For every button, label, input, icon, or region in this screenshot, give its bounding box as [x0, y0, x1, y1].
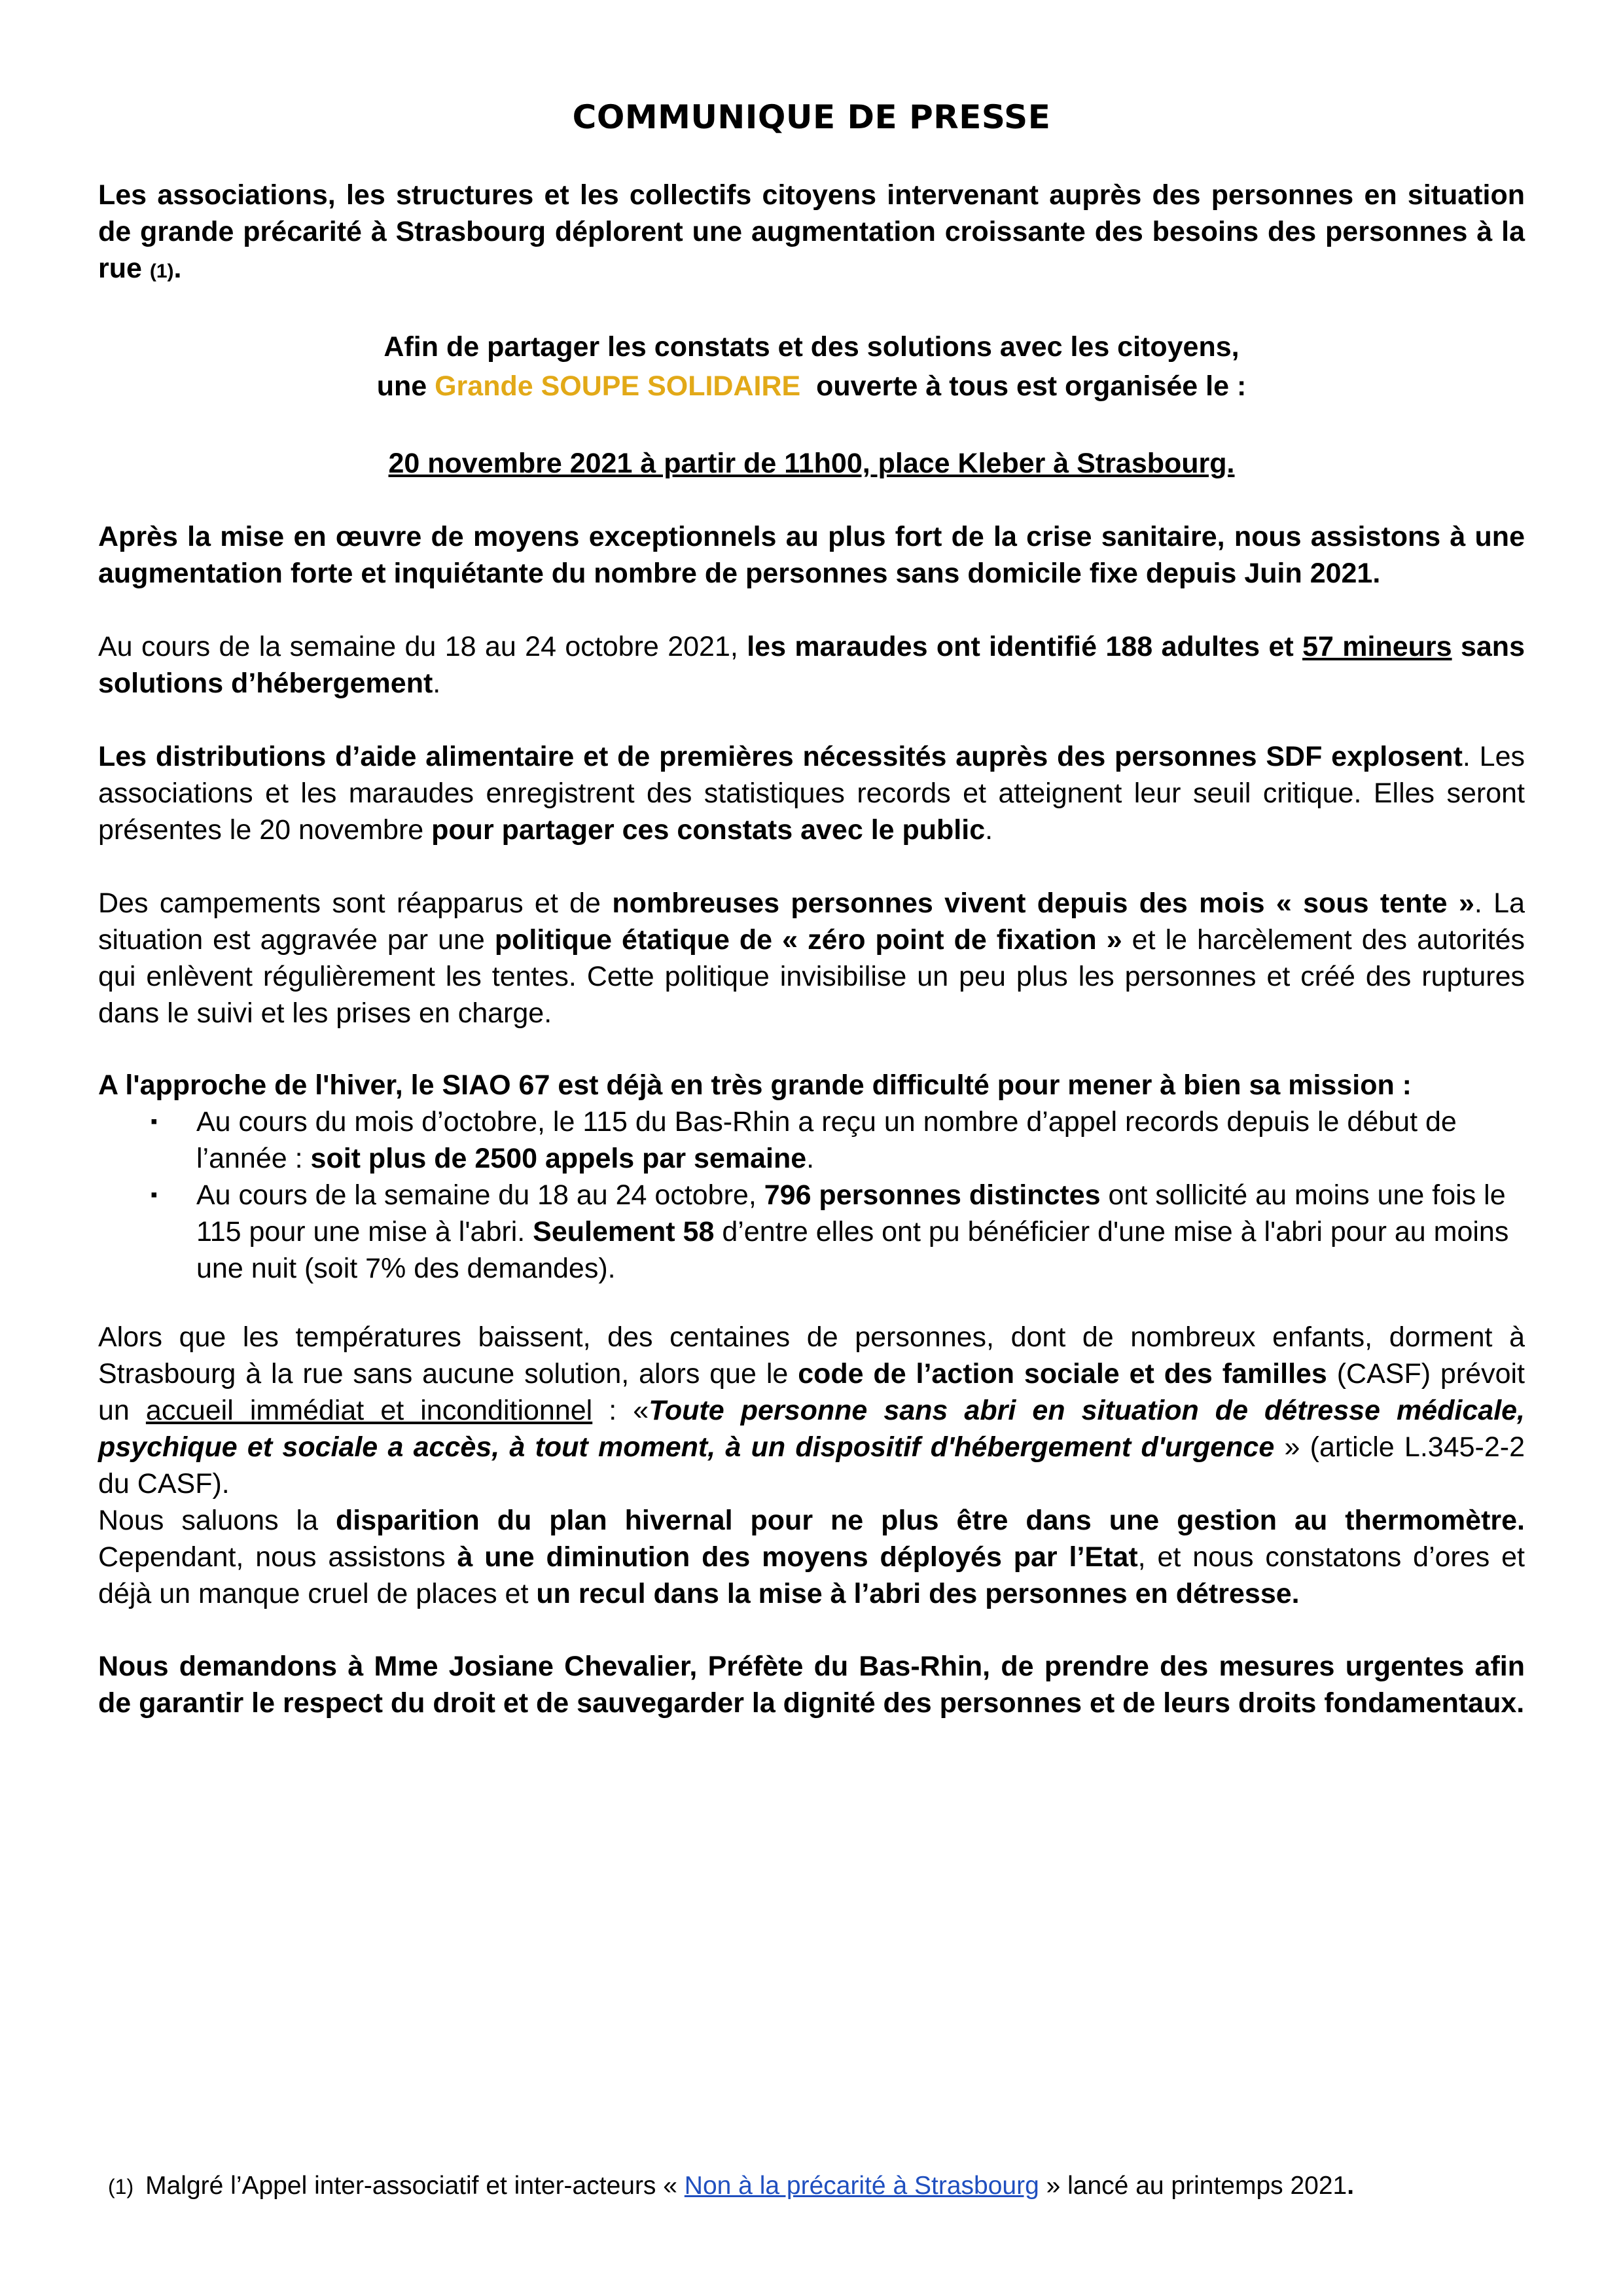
footnote-ref: (1): [149, 260, 174, 282]
bullet2-bold-1: 796 personnes distinctes: [764, 1179, 1101, 1211]
event-date-location: 20 novembre 2021 à partir de 11h00, place Kleber à Strasbourg.: [388, 448, 1235, 479]
bullet2-text-1: Au cours de la semaine du 18 au 24 octobre,: [196, 1179, 764, 1211]
bullet1-end: .: [806, 1143, 815, 1174]
plan-b2: à une diminution des moyens déployés par l’Etat: [457, 1541, 1138, 1573]
temp-t2: (CASF) prévoit un: [98, 1358, 1525, 1426]
temp-t3: : «: [592, 1395, 649, 1426]
temp-b1: code de l’action sociale et des familles: [798, 1358, 1327, 1390]
plan-t2: Cependant, nous assistons: [98, 1541, 457, 1573]
plan-t3: , et nous constatons d’ores et déjà un manque cruel de places et: [98, 1541, 1525, 1609]
invitation-line-1: Afin de partager les constats et des solutions avec les citoyens,: [383, 331, 1240, 363]
event-highlight: Grande SOUPE SOLIDAIRE: [435, 370, 801, 402]
camps-b1: nombreuses personnes vivent depuis des mois « sous tente »: [612, 888, 1474, 919]
winter-plan-paragraph: [98, 1502, 1525, 1612]
plan-b3: un recul dans la mise à l’abri des personnes en détresse.: [536, 1578, 1300, 1609]
square-bullet-icon: ▪: [151, 1184, 158, 1206]
appeal-link[interactable]: Non à la précarité à Strasbourg: [684, 2172, 1039, 2200]
invitation-line-2: [0, 367, 1623, 406]
footnote-text-2: » lancé au printemps 2021: [1039, 2172, 1347, 2200]
winter-bullet-list: [98, 1103, 1525, 1287]
camps-t1: Des campements sont réapparus et de: [98, 888, 613, 919]
crisis-paragraph: Après la mise en œuvre de moyens exceptionnels au plus fort de la crise sanitaire, nous assistons à une augmentation forte et inquiétante du nombre de personnes sans domicile fixe depuis Juin 2021.: [98, 521, 1525, 589]
invitation-block: [0, 327, 1623, 406]
bullet1-bold: soit plus de 2500 appels par semaine: [310, 1143, 807, 1174]
camps-paragraph: [98, 885, 1525, 1031]
temp-t1: Alors que les températures baissent, des centaines de personnes, dont de nombreux enfants, dorment à Strasbourg à la rue sans aucune solution, alors que le: [98, 1321, 1525, 1390]
camps-t3: et le harcèlement des autorités qui enlèvent régulièrement les tentes. Cette politique invisibilise un peu plus les personnes et créé des ruptures dans le suivi et les prises en charge.: [98, 924, 1525, 1029]
bullet2-text-3: d’entre elles ont pu bénéficier d'une mise à l'abri pour au moins une nuit (soit 7% des demandes).: [196, 1216, 1509, 1284]
week-end: .: [433, 668, 441, 699]
temp-t4: » (article L.345-2-2 du CASF).: [98, 1431, 1525, 1499]
distrib-bold-end: pour partager ces constats avec le public: [431, 814, 986, 846]
winter-heading: A l'approche de l'hiver, le SIAO 67 est déjà en très grande difficulté pour mener à bien sa mission :: [98, 1069, 1412, 1101]
week-intro: Au cours de la semaine du 18 au 24 octobre 2021,: [98, 631, 747, 662]
invitation-prefix: une: [376, 370, 435, 402]
camps-b2: politique étatique de « zéro point de fixation »: [494, 924, 1122, 956]
temp-u1: accueil immédiat et inconditionnel: [145, 1395, 593, 1426]
week-stats-paragraph: [98, 628, 1525, 702]
list-item: [98, 1103, 1525, 1177]
intro-paragraph: [98, 177, 1525, 290]
demand-paragraph: Nous demandons à Mme Josiane Chevalier, Préfète du Bas-Rhin, de prendre des mesures urgentes afin de garantir le respect du droit et de sauvegarder la dignité des personnes et de leurs droits fondamentaux.: [98, 1651, 1525, 1719]
footnote-end: .: [1347, 2172, 1355, 2200]
camps-t2: . La situation est aggravée par une: [98, 888, 1525, 956]
distrib-bold: Les distributions d’aide alimentaire et de premières nécessités auprès des personnes SDF explosent: [98, 741, 1463, 772]
square-bullet-icon: ▪: [151, 1111, 158, 1132]
intro-end: .: [173, 253, 182, 284]
intro-text: Les associations, les structures et les collectifs citoyens intervenant auprès des personnes en situation de grande précarité à Strasbourg déplorent une augmentation croissante des besoins des personnes à la rue: [98, 179, 1525, 284]
plan-t1: Nous saluons la: [98, 1505, 336, 1536]
minors-count: 57 mineurs: [1302, 631, 1452, 662]
bullet2-bold-2: Seulement 58: [533, 1216, 715, 1247]
bullet1-text: Au cours du mois d’octobre, le 115 du Bas-Rhin a reçu un nombre d’appel records depuis le début de l’année :: [196, 1106, 1457, 1174]
bullet2-text-2: ont sollicité au moins une fois le 115 pour une mise à l'abri.: [196, 1179, 1506, 1247]
week-bold: les maraudes ont identifié 188 adultes et: [747, 631, 1303, 662]
plan-b1: disparition du plan hivernal pour ne plus être dans une gestion au thermomètre.: [336, 1505, 1525, 1536]
legal-quote: Toute personne sans abri en situation de détresse médicale, psychique et sociale a accès, à tout moment, à un dispositif d'hébergement d'urgence: [98, 1395, 1525, 1463]
distribution-paragraph: [98, 738, 1525, 848]
footnote-text-1: Malgré l’Appel inter-associatif et inter-acteurs «: [145, 2172, 685, 2200]
footnote: [108, 2170, 1548, 2203]
temperature-paragraph: [98, 1319, 1525, 1502]
distrib-end: .: [985, 814, 993, 846]
week-bold-2: sans solutions d’hébergement: [98, 631, 1525, 699]
footnote-number: (1): [108, 2175, 134, 2198]
page-title: COMMUNIQUE DE PRESSE: [572, 98, 1051, 136]
list-item: [98, 1177, 1525, 1287]
invitation-suffix: ouverte à tous est organisée le :: [800, 370, 1247, 402]
distrib-text: . Les associations et les maraudes enregistrent des statistiques records et atteignent leur seuil critique. Elles seront présentes le 20 novembre: [98, 741, 1525, 846]
